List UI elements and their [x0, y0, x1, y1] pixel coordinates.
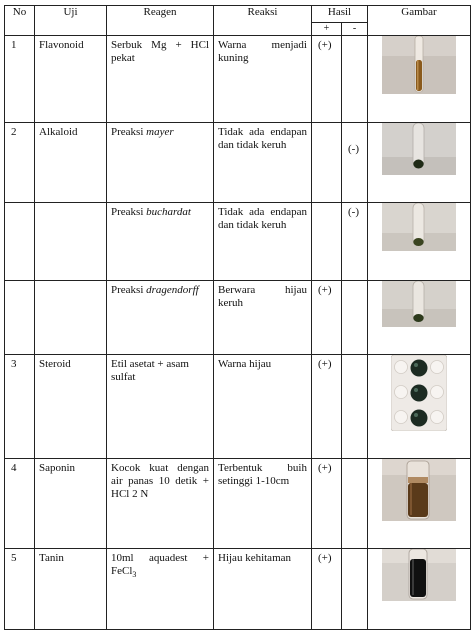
row-reagen: Etil asetat + asam sulfat — [111, 358, 189, 383]
header-uji: Uji — [35, 6, 107, 36]
row-no: 1 — [11, 39, 17, 51]
test-tube-black-photo-icon — [382, 549, 456, 601]
row-hasil-plus: (+) — [318, 462, 332, 474]
table-row — [5, 203, 471, 281]
row-reagen: Preaksi buchardat — [111, 206, 191, 218]
row-hasil-minus: (-) — [348, 143, 359, 155]
row-reaksi: Warna hijau — [218, 358, 272, 370]
row-uji: Alkaloid — [39, 126, 78, 138]
test-tube-green-sediment-photo-icon — [382, 281, 456, 327]
row-uji: Steroid — [39, 358, 71, 370]
row-no: 2 — [11, 126, 17, 138]
row-uji: Saponin — [39, 462, 76, 474]
test-tube-olive-sediment-photo-icon — [382, 203, 456, 251]
row-reaksi: Tidak ada endapan dan tidak keruh — [218, 126, 307, 151]
row-reagen: Kocok kuat dengan air panas 10 detik + HCl 2 N — [111, 462, 209, 500]
row-hasil-minus — [342, 281, 367, 284]
row-hasil-minus — [342, 36, 367, 39]
row-reagen: Preaksi dragendorff — [111, 284, 199, 296]
table-row — [5, 459, 471, 549]
row-hasil-plus: (+) — [318, 358, 332, 370]
test-tube-yellow-photo-icon — [382, 36, 456, 94]
row-no: 3 — [11, 358, 17, 370]
header-hasil-plus: + — [312, 23, 342, 36]
row-uji: Flavonoid — [39, 39, 84, 51]
row-no — [5, 203, 34, 206]
row-reaksi: Warna menjadi kuning — [218, 39, 307, 64]
row-no — [5, 281, 34, 284]
row-no: 5 — [11, 552, 17, 564]
row-hasil-plus — [312, 123, 341, 126]
header-reagen: Reagen — [107, 6, 214, 36]
row-hasil-plus: (+) — [318, 552, 332, 564]
test-tube-dark-sediment-photo-icon — [382, 123, 456, 175]
header-hasil: Hasil — [312, 6, 368, 23]
row-hasil-minus — [342, 355, 367, 358]
header-hasil-minus: - — [342, 23, 368, 36]
row-hasil-plus: (+) — [318, 284, 332, 296]
table-row — [5, 281, 471, 355]
phytochemical-results-table — [4, 5, 471, 630]
header-reaksi: Reaksi — [214, 6, 312, 36]
header-no: No — [5, 6, 35, 36]
row-reagen: Preaksi mayer — [111, 126, 174, 138]
results-table-container — [4, 5, 471, 630]
row-reagen: Serbuk Mg + HCl pekat — [111, 39, 209, 64]
row-uji — [35, 203, 106, 206]
header-gambar: Gambar — [368, 6, 471, 36]
row-hasil-minus: (-) — [348, 206, 359, 218]
row-uji: Tanin — [39, 552, 64, 564]
row-hasil-minus — [342, 459, 367, 462]
table-row — [5, 36, 471, 123]
spot-plate-green-wells-photo-icon — [391, 355, 447, 431]
row-hasil-plus: (+) — [318, 39, 332, 51]
row-reaksi: Berwara hijau keruh — [218, 284, 307, 309]
row-reaksi: Tidak ada endapan dan tidak keruh — [218, 206, 307, 231]
test-tube-brown-foam-photo-icon — [382, 459, 456, 521]
row-hasil-minus — [342, 549, 367, 552]
row-reaksi: Terbentuk buih setinggi 1-10cm — [218, 462, 307, 487]
row-no: 4 — [11, 462, 17, 474]
row-hasil-plus — [312, 203, 341, 206]
row-reagen: 10ml aquadest + FeCl$_3$ — [111, 552, 209, 580]
table-row — [5, 355, 471, 459]
table-row — [5, 549, 471, 630]
table-row — [5, 123, 471, 203]
row-uji — [35, 281, 106, 284]
row-reaksi: Hijau kehitaman — [218, 552, 292, 564]
